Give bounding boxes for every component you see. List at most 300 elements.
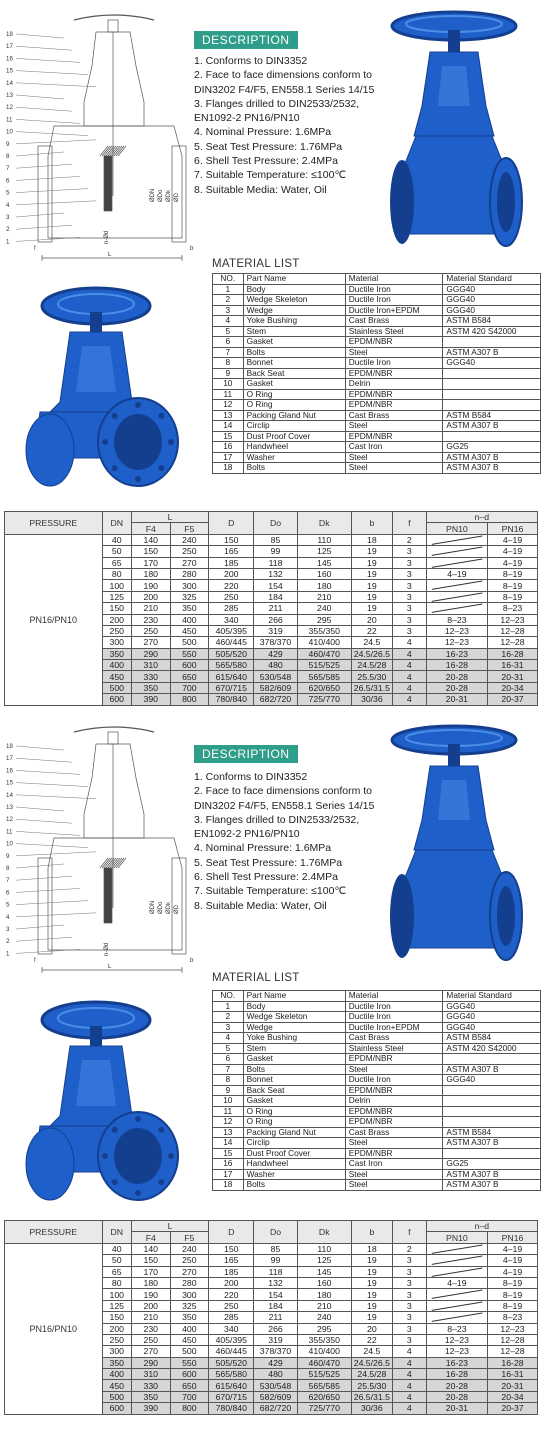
material-cell: Cast Iron xyxy=(345,1159,443,1170)
dim-cell: D xyxy=(209,512,254,535)
dim-cell: 460/470 xyxy=(297,648,351,659)
description-item: 5. Seat Test Pressure: 1.76MPa xyxy=(194,140,343,153)
dim-cell: F4 xyxy=(132,523,171,534)
material-cell: Washer xyxy=(243,452,345,463)
material-cell: 16 xyxy=(213,442,244,453)
dim-cell: 725/770 xyxy=(297,1403,351,1414)
dim-cell: 150 xyxy=(132,1255,171,1266)
dim-cell: 330 xyxy=(132,1380,171,1391)
dim-cell: 310 xyxy=(132,660,171,671)
dim-cell: 24.5/26.5 xyxy=(351,1357,392,1368)
description-item: 3. Flanges drilled to DIN2533/2532, xyxy=(194,97,360,110)
material-cell: 13 xyxy=(213,1127,244,1138)
description-item: 6. Shell Test Pressure: 2.4MPa xyxy=(194,155,338,168)
material-cell: 1 xyxy=(213,284,244,295)
dim-cell: 19 xyxy=(351,1266,392,1277)
material-cell: Ductile Iron xyxy=(345,1001,443,1012)
material-header-cell: Part Name xyxy=(243,991,345,1002)
dim-cell: 240 xyxy=(170,1243,209,1254)
dim-cell: 150 xyxy=(209,1243,254,1254)
material-cell: Stem xyxy=(243,326,345,337)
valve-photo-front xyxy=(20,282,190,490)
dim-cell: 378/370 xyxy=(254,1346,297,1357)
dim-cell: 4 xyxy=(392,1357,426,1368)
dim-cell: 4 xyxy=(392,682,426,693)
dim-cell: 16-23 xyxy=(426,648,487,659)
dim-cell: 8–19 xyxy=(488,1289,538,1300)
dim-cell: 460/470 xyxy=(297,1357,351,1368)
dim-cell: 100 xyxy=(102,580,131,591)
material-row xyxy=(213,1012,541,1023)
material-cell: EPDM/NBR xyxy=(345,1054,443,1065)
dim-cell: 180 xyxy=(132,1277,171,1288)
part-number-label: 1 xyxy=(6,950,10,958)
dim-cell: 270 xyxy=(132,637,171,648)
material-row xyxy=(213,295,541,306)
dim-cell: 24.5 xyxy=(351,1346,392,1357)
dim-cell: 19 xyxy=(351,580,392,591)
dim-label: ØDo xyxy=(158,189,164,202)
dim-cell: 565/580 xyxy=(209,1369,254,1380)
dim-cell: 99 xyxy=(254,546,297,557)
dim-cell: 620/650 xyxy=(297,1391,351,1402)
dim-cell: 350 xyxy=(132,682,171,693)
dim-cell: 12–23 xyxy=(426,625,487,636)
dim-cell xyxy=(426,603,487,614)
dim-cell: 4 xyxy=(392,1369,426,1380)
dim-cell: 80 xyxy=(102,568,131,579)
material-cell: Steel xyxy=(345,1180,443,1191)
dim-cell: 30/36 xyxy=(351,694,392,705)
dim-cell: 20-28 xyxy=(426,1391,487,1402)
material-cell xyxy=(443,1106,541,1117)
dim-cell: 400 xyxy=(170,1323,209,1334)
material-row xyxy=(213,1148,541,1159)
material-cell: 15 xyxy=(213,431,244,442)
dim-cell: 220 xyxy=(209,580,254,591)
slash-mark xyxy=(427,535,487,545)
technical-drawing xyxy=(4,6,194,268)
material-header-cell: Material xyxy=(345,274,443,285)
dim-cell: 4 xyxy=(392,637,426,648)
dim-cell: 3 xyxy=(392,1300,426,1311)
dim-cell: 600 xyxy=(102,694,131,705)
dim-cell: b xyxy=(351,1221,392,1244)
part-number-label: 7 xyxy=(6,165,10,173)
material-row xyxy=(213,452,541,463)
material-cell: 18 xyxy=(213,463,244,474)
material-cell: EPDM/NBR xyxy=(345,431,443,442)
material-cell: Steel xyxy=(345,1064,443,1075)
part-number-label: 4 xyxy=(6,913,10,921)
dim-cell: 165 xyxy=(209,546,254,557)
dim-cell: 505/520 xyxy=(209,1357,254,1368)
dim-cell: 330 xyxy=(132,671,171,682)
material-cell: GGG40 xyxy=(443,1012,541,1023)
dim-cell: 20-34 xyxy=(488,682,538,693)
dim-cell: 200 xyxy=(132,1300,171,1311)
slash-mark xyxy=(427,1267,487,1277)
dim-cell: 240 xyxy=(297,603,351,614)
dim-cell: 4–19 xyxy=(488,1266,538,1277)
dim-cell: 300 xyxy=(170,1289,209,1300)
dim-cell: 140 xyxy=(132,534,171,545)
dim-cell: 4 xyxy=(392,694,426,705)
dim-cell: 20 xyxy=(351,1323,392,1334)
material-cell: 9 xyxy=(213,1085,244,1096)
dim-cell: 150 xyxy=(102,1312,131,1323)
dim-cell: 240 xyxy=(170,534,209,545)
material-cell: Ductile Iron xyxy=(345,284,443,295)
dim-cell: 3 xyxy=(392,568,426,579)
dim-cell: 615/640 xyxy=(209,671,254,682)
dim-cell: 530/548 xyxy=(254,1380,297,1391)
dim-cell: 210 xyxy=(132,603,171,614)
dim-cell: 429 xyxy=(254,1357,297,1368)
dim-cell: 325 xyxy=(170,591,209,602)
dim-cell xyxy=(426,1300,487,1311)
dim-cell: 500 xyxy=(102,1391,131,1402)
dim-cell: 4–19 xyxy=(426,568,487,579)
dim-cell: L xyxy=(132,1221,209,1232)
dim-cell: 19 xyxy=(351,1289,392,1300)
dim-cell: 8–23 xyxy=(426,1323,487,1334)
dim-cell: 24.5/28 xyxy=(351,660,392,671)
dim-cell: 405/395 xyxy=(209,1334,254,1345)
material-cell: Gasket xyxy=(243,379,345,390)
dim-cell: 154 xyxy=(254,1289,297,1300)
dim-cell: 85 xyxy=(254,534,297,545)
dim-cell: 20-31 xyxy=(488,671,538,682)
material-cell xyxy=(443,1117,541,1128)
dim-cell: 16-28 xyxy=(426,660,487,671)
dim-cell: 600 xyxy=(170,660,209,671)
dim-cell: 26.5/31.5 xyxy=(351,1391,392,1402)
dim-cell: 125 xyxy=(102,591,131,602)
part-number-label: 15 xyxy=(6,67,13,75)
dim-cell: 24.5/28 xyxy=(351,1369,392,1380)
dim-cell: 200 xyxy=(132,591,171,602)
dim-cell xyxy=(426,591,487,602)
slash-mark xyxy=(427,1301,487,1311)
part-number-label: 6 xyxy=(6,177,10,185)
dim-cell: 4–19 xyxy=(426,1277,487,1288)
dim-cell: PN10 xyxy=(426,523,487,534)
dim-cell: 280 xyxy=(170,1277,209,1288)
dim-cell: 4–19 xyxy=(488,546,538,557)
dim-cell: 200 xyxy=(209,568,254,579)
dim-cell: 200 xyxy=(209,1277,254,1288)
dim-cell: 30/36 xyxy=(351,1403,392,1414)
material-cell: Delrin xyxy=(345,379,443,390)
dim-cell: 700 xyxy=(170,1391,209,1402)
dim-cell: 285 xyxy=(209,603,254,614)
dim-cell: 85 xyxy=(254,1243,297,1254)
dim-cell: 400 xyxy=(170,614,209,625)
svg-text:b: b xyxy=(190,958,194,964)
dim-cell: 350 xyxy=(102,1357,131,1368)
dim-cell: 160 xyxy=(297,1277,351,1288)
dim-cell: 355/350 xyxy=(297,1334,351,1345)
part-number-label: 14 xyxy=(6,791,13,799)
material-list-title: MATERIAL LIST xyxy=(212,972,300,984)
dim-cell: 184 xyxy=(254,1300,297,1311)
material-cell: Ductile Iron xyxy=(345,295,443,306)
dim-cell: 250 xyxy=(102,625,131,636)
dim-cell: 500 xyxy=(170,1346,209,1357)
dim-cell: 20-28 xyxy=(426,682,487,693)
dim-cell: 480 xyxy=(254,660,297,671)
dim-cell: 50 xyxy=(102,1255,131,1266)
material-cell xyxy=(443,337,541,348)
dim-cell: 4 xyxy=(392,1380,426,1391)
dim-cell: 350 xyxy=(170,1312,209,1323)
dim-cell: 110 xyxy=(297,1243,351,1254)
material-cell: Handwheel xyxy=(243,1159,345,1170)
material-cell: 11 xyxy=(213,389,244,400)
material-header-cell: NO. xyxy=(213,991,244,1002)
material-cell: ASTM A307 B xyxy=(443,1169,541,1180)
dim-cell: 99 xyxy=(254,1255,297,1266)
part-number-label: 17 xyxy=(6,755,13,763)
dim-cell: 3 xyxy=(392,625,426,636)
material-cell xyxy=(443,1148,541,1159)
material-cell: Bolts xyxy=(243,1064,345,1075)
dim-cell: 150 xyxy=(132,546,171,557)
slash-mark xyxy=(427,1312,487,1322)
dim-cell: 65 xyxy=(102,557,131,568)
valve-section-2 xyxy=(0,714,541,1431)
material-cell: 13 xyxy=(213,410,244,421)
dim-cell: Dk xyxy=(297,512,351,535)
material-cell: O Ring xyxy=(243,1106,345,1117)
material-cell xyxy=(443,1054,541,1065)
svg-text:n-Ød: n-Ød xyxy=(104,942,110,956)
dim-cell: 3 xyxy=(392,580,426,591)
material-cell: GGG40 xyxy=(443,1022,541,1033)
dim-cell: 600 xyxy=(170,1369,209,1380)
part-number-label: 1 xyxy=(6,238,10,246)
material-cell: Wedge Skeleton xyxy=(243,295,345,306)
description-item: DIN3202 F4/F5, EN558.1 Series 14/15 xyxy=(194,799,375,812)
dim-cell: 19 xyxy=(351,557,392,568)
dim-cell: 20-34 xyxy=(488,1391,538,1402)
material-cell: Steel xyxy=(345,421,443,432)
dim-cell: PN10 xyxy=(426,1232,487,1243)
dim-cell: 211 xyxy=(254,1312,297,1323)
dim-cell: 650 xyxy=(170,671,209,682)
dim-cell: 550 xyxy=(170,648,209,659)
material-cell: 10 xyxy=(213,379,244,390)
dimensions-table xyxy=(4,511,538,706)
dim-cell: 20-37 xyxy=(488,1403,538,1414)
part-number-label: 2 xyxy=(6,938,10,946)
dim-cell: DN xyxy=(102,1221,131,1244)
description-item: 1. Conforms to DIN3352 xyxy=(194,771,308,783)
dim-cell: 19 xyxy=(351,1312,392,1323)
material-row xyxy=(213,1127,541,1138)
dim-row xyxy=(5,534,538,545)
material-row xyxy=(213,337,541,348)
material-cell: ASTM B584 xyxy=(443,410,541,421)
material-cell: 12 xyxy=(213,1117,244,1128)
material-cell: Bonnet xyxy=(243,358,345,369)
dim-cell: 565/585 xyxy=(297,1380,351,1391)
dim-cell: 132 xyxy=(254,568,297,579)
dim-cell: 300 xyxy=(102,1346,131,1357)
dim-cell: 266 xyxy=(254,614,297,625)
dim-cell: 118 xyxy=(254,557,297,568)
dim-cell xyxy=(426,546,487,557)
material-cell xyxy=(443,1096,541,1107)
valve-photo-side xyxy=(386,6,536,254)
dim-cell: 180 xyxy=(132,568,171,579)
dim-cell: 450 xyxy=(170,625,209,636)
dim-cell: 3 xyxy=(392,1266,426,1277)
dim-row xyxy=(5,1243,538,1254)
material-cell: GGG40 xyxy=(443,1075,541,1086)
dim-cell: 20-31 xyxy=(426,1403,487,1414)
dim-cell: 40 xyxy=(102,534,131,545)
dim-cell: 620/650 xyxy=(297,682,351,693)
dim-cell: 8–19 xyxy=(488,580,538,591)
material-cell: Stainless Steel xyxy=(345,326,443,337)
dim-cell: 200 xyxy=(102,614,131,625)
material-cell xyxy=(443,389,541,400)
dim-cell: 780/840 xyxy=(209,1403,254,1414)
material-cell: Bolts xyxy=(243,463,345,474)
dim-cell: 682/720 xyxy=(254,1403,297,1414)
dim-cell: 211 xyxy=(254,603,297,614)
dim-cell: 19 xyxy=(351,591,392,602)
dim-cell: 319 xyxy=(254,1334,297,1345)
material-cell: ASTM 420 S42000 xyxy=(443,1043,541,1054)
dim-cell: 582/609 xyxy=(254,682,297,693)
material-cell: Steel xyxy=(345,347,443,358)
material-row xyxy=(213,431,541,442)
description-item: 4. Nominal Pressure: 1.6MPa xyxy=(194,842,332,855)
description-item: 7. Suitable Temperature: ≤100℃ xyxy=(194,169,347,182)
material-row xyxy=(213,463,541,474)
material-row xyxy=(213,400,541,411)
dim-cell: f xyxy=(392,512,426,535)
slash-mark xyxy=(427,1255,487,1265)
material-cell: O Ring xyxy=(243,1117,345,1128)
dim-cell: 270 xyxy=(170,557,209,568)
material-cell: Cast Iron xyxy=(345,442,443,453)
material-cell: Ductile Iron xyxy=(345,1012,443,1023)
description-badge: DESCRIPTION xyxy=(194,745,298,763)
dim-label: ØD xyxy=(174,905,180,914)
dim-cell: PRESSURE xyxy=(5,1221,103,1244)
material-list-table xyxy=(212,273,541,474)
dim-cell: 670/715 xyxy=(209,682,254,693)
slash-mark xyxy=(427,1289,487,1299)
dim-cell: 3 xyxy=(392,1312,426,1323)
material-cell: ASTM 420 S42000 xyxy=(443,326,541,337)
material-cell: GGG40 xyxy=(443,1001,541,1012)
dim-cell: 240 xyxy=(297,1312,351,1323)
dim-cell: F5 xyxy=(170,1232,209,1243)
material-cell: 11 xyxy=(213,1106,244,1117)
dim-cell: 20-37 xyxy=(488,694,538,705)
dim-cell: 154 xyxy=(254,580,297,591)
dim-cell: 18 xyxy=(351,534,392,545)
dim-cell: 19 xyxy=(351,546,392,557)
material-cell: Cast Brass xyxy=(345,316,443,327)
dim-cell: 145 xyxy=(297,557,351,568)
description-item: 2. Face to face dimensions conform to xyxy=(194,69,373,82)
dim-cell: 390 xyxy=(132,1403,171,1414)
material-row xyxy=(213,284,541,295)
dim-cell: 16-28 xyxy=(488,648,538,659)
dim-cell: 3 xyxy=(392,1277,426,1288)
material-cell: ASTM A307 B xyxy=(443,421,541,432)
dim-cell: 340 xyxy=(209,614,254,625)
dim-cell: 24.5 xyxy=(351,637,392,648)
material-cell xyxy=(443,379,541,390)
material-row xyxy=(213,368,541,379)
material-cell: ASTM A307 B xyxy=(443,1180,541,1191)
description-item: 7. Suitable Temperature: ≤100℃ xyxy=(194,885,347,898)
dim-cell: 266 xyxy=(254,1323,297,1334)
part-number-label: 8 xyxy=(6,865,10,872)
dim-cell: 319 xyxy=(254,625,297,636)
dim-cell: 210 xyxy=(132,1312,171,1323)
material-cell xyxy=(443,431,541,442)
material-cell: Body xyxy=(243,284,345,295)
dim-cell: 16-28 xyxy=(426,1369,487,1380)
part-number-label: 7 xyxy=(6,877,10,885)
description-item: 4. Nominal Pressure: 1.6MPa xyxy=(194,126,332,139)
material-cell: EPDM/NBR xyxy=(345,1117,443,1128)
material-cell: GGG40 xyxy=(443,305,541,316)
description-list xyxy=(194,54,374,197)
dim-cell: 220 xyxy=(209,1289,254,1300)
dim-cell: 460/445 xyxy=(209,1346,254,1357)
valve-photo-side xyxy=(386,720,536,968)
dim-cell: 20 xyxy=(351,614,392,625)
material-cell: Stainless Steel xyxy=(345,1043,443,1054)
dim-cell: 300 xyxy=(170,580,209,591)
dim-cell: 19 xyxy=(351,603,392,614)
description-item: 3. Flanges drilled to DIN2533/2532, xyxy=(194,813,360,826)
part-number-label: 16 xyxy=(6,767,13,775)
material-row xyxy=(213,410,541,421)
dim-cell: 19 xyxy=(351,1255,392,1266)
dim-cell xyxy=(426,1243,487,1254)
dim-cell: 150 xyxy=(102,603,131,614)
material-cell: 17 xyxy=(213,1169,244,1180)
dim-cell: 230 xyxy=(132,614,171,625)
dim-cell: 250 xyxy=(170,1255,209,1266)
dim-cell: 480 xyxy=(254,1369,297,1380)
part-number-label: 6 xyxy=(6,889,10,897)
dim-cell: 110 xyxy=(297,534,351,545)
dim-cell: 4 xyxy=(392,1403,426,1414)
dim-cell: PRESSURE xyxy=(5,512,103,535)
description-item: 1. Conforms to DIN3352 xyxy=(194,55,308,67)
part-number-label: 10 xyxy=(6,128,13,136)
description-item: 2. Face to face dimensions conform to xyxy=(194,785,373,798)
svg-text:L: L xyxy=(108,964,112,970)
material-cell: ASTM A307 B xyxy=(443,452,541,463)
dim-cell: 100 xyxy=(102,1289,131,1300)
dim-cell: 800 xyxy=(170,1403,209,1414)
dim-cell: 500 xyxy=(102,682,131,693)
part-number-label: 12 xyxy=(6,104,13,112)
part-number-label: 13 xyxy=(6,92,13,99)
